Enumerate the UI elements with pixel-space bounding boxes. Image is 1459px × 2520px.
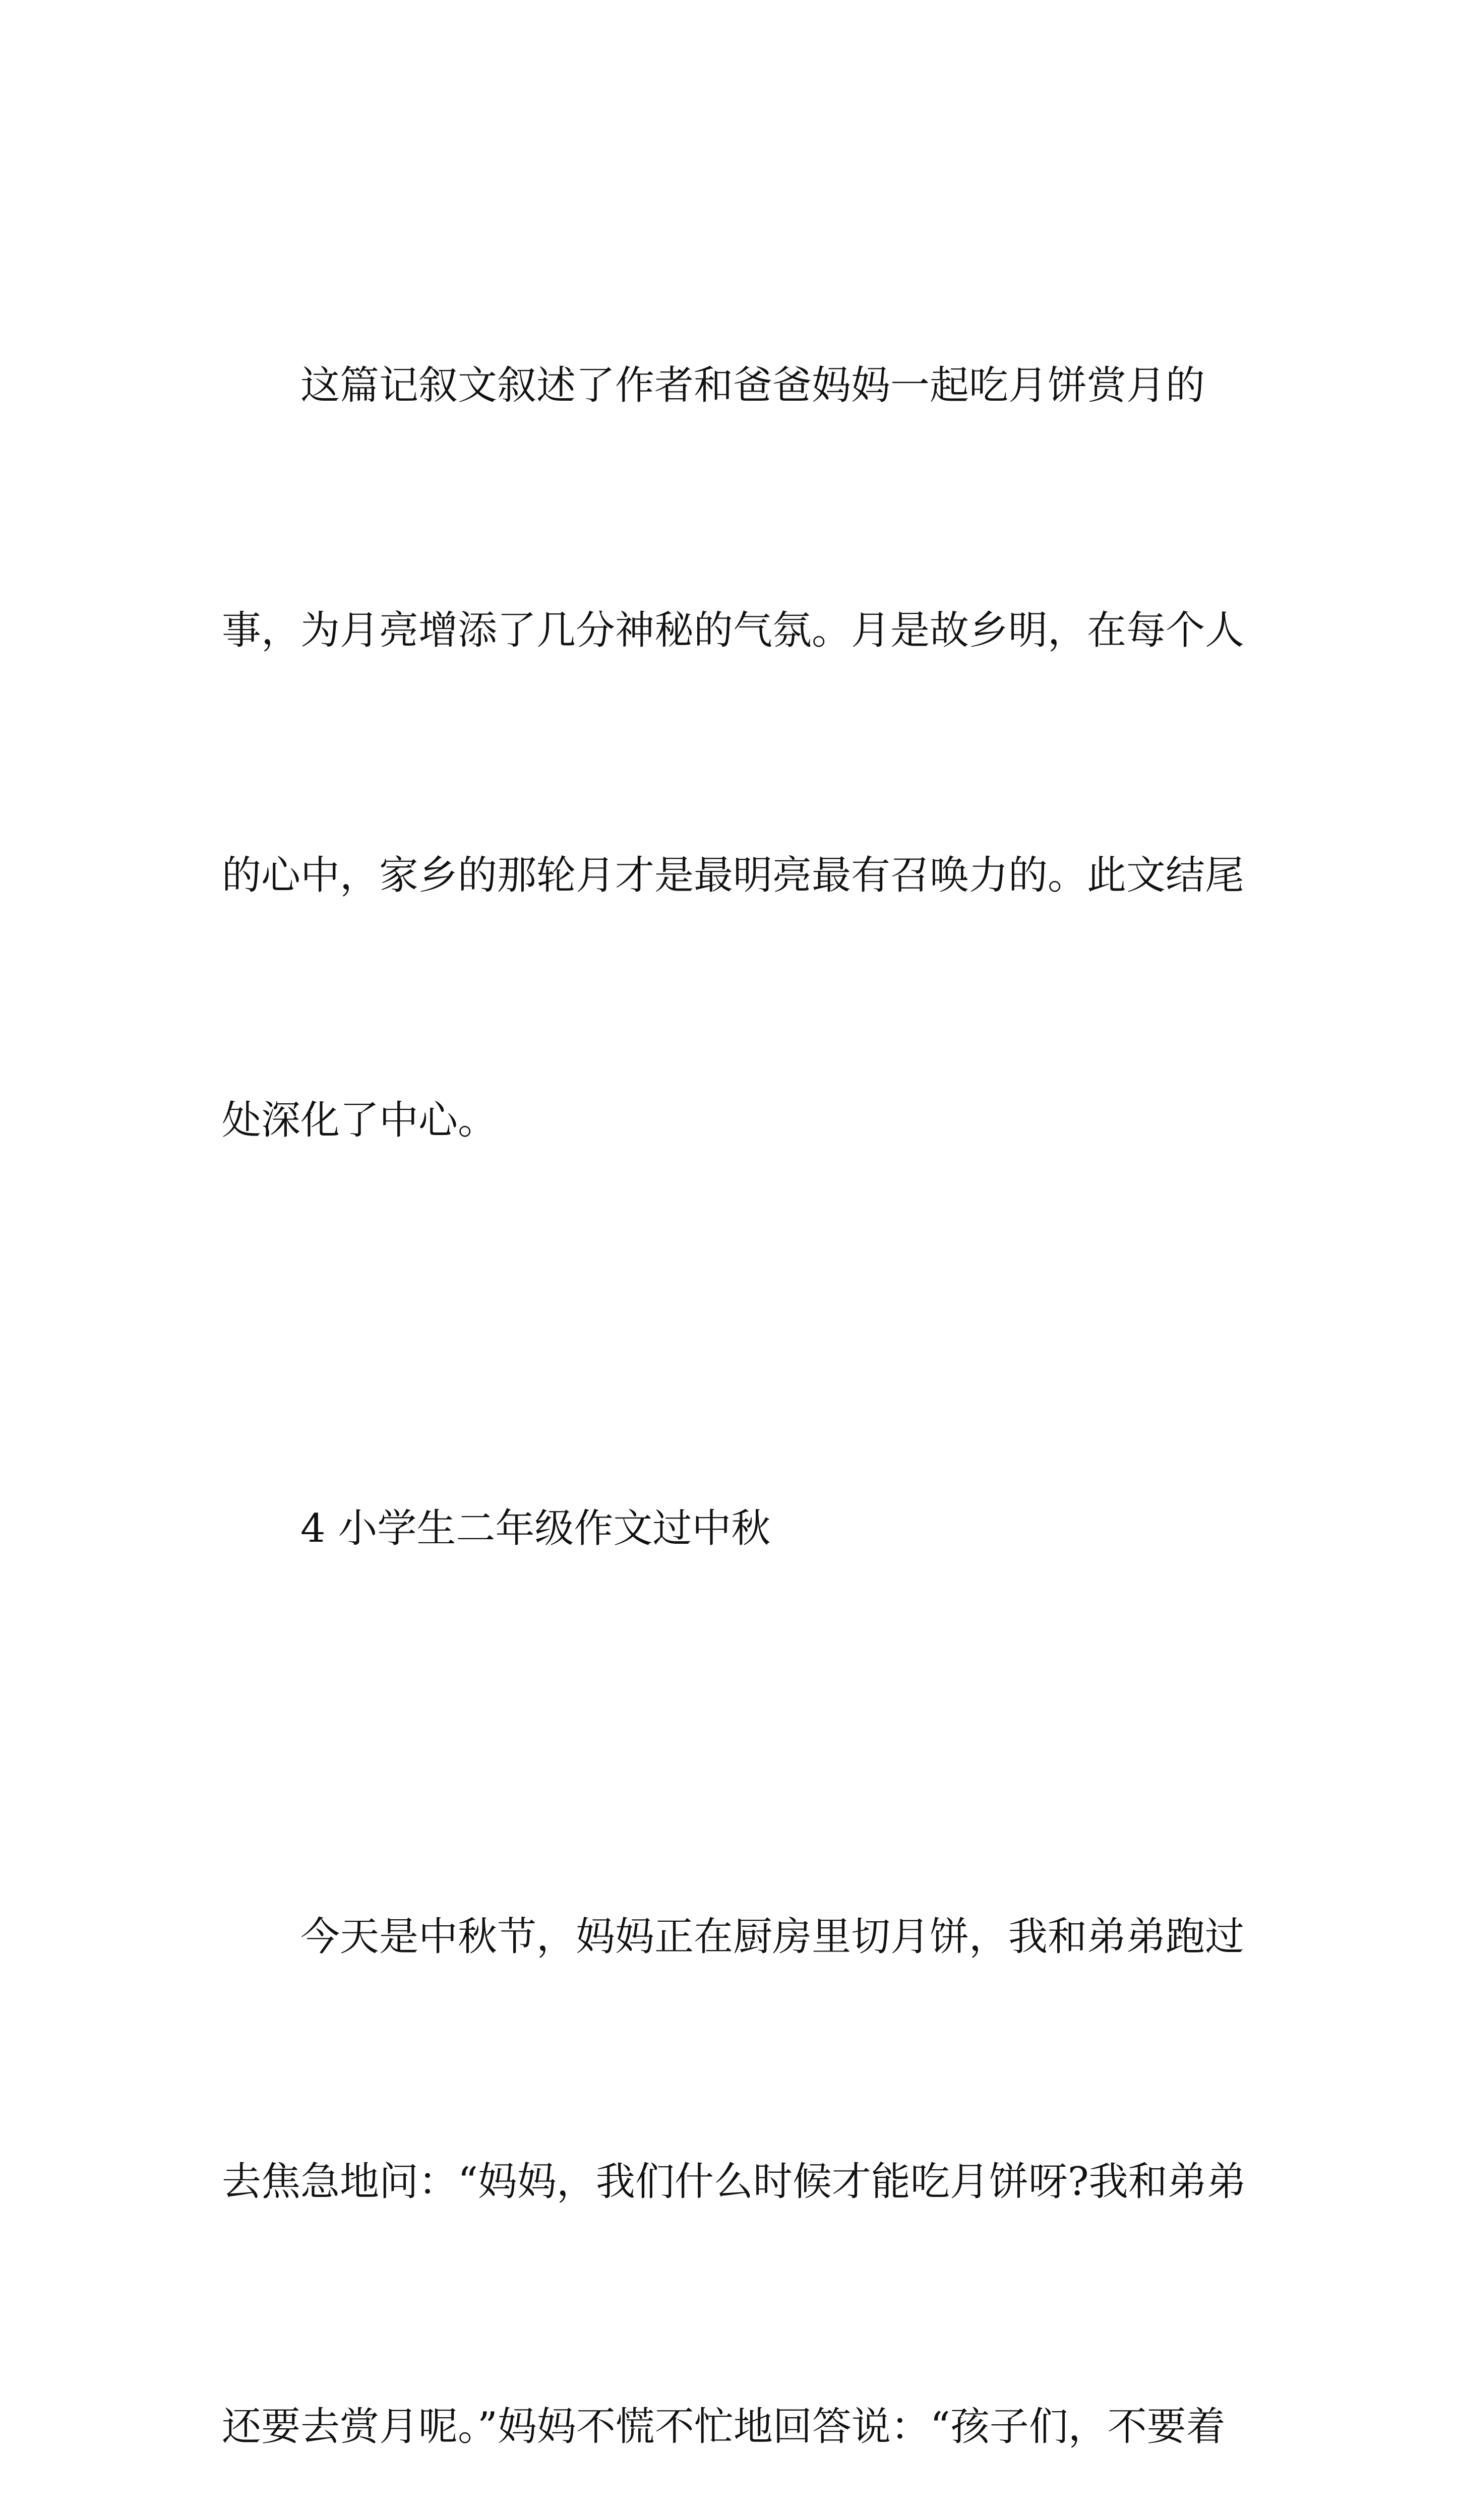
text-line: 处深化了中心。 — [222, 1098, 498, 1143]
text-line: 还要去赏月呢。”妈妈不慌不忙地回答说：“孩子们，不要着 — [222, 2404, 1226, 2449]
paragraph-commentary — [222, 181, 1265, 1325]
heading-line: 4 小学生二年级作文过中秋 — [222, 1506, 771, 1551]
text-line: 去焦急地问：“妈妈，我们什么时候才能吃月饼呀?我和弟弟 — [222, 2159, 1246, 2204]
paragraph-story-1 — [222, 1733, 1265, 2520]
text-line: 事，为月亮增添了几分神秘的气氛。月是故乡明，在每个人 — [222, 608, 1245, 653]
text-line: 这篇记叙文叙述了作者和爸爸妈妈一起吃月饼赏月的 — [222, 363, 1205, 408]
section-heading — [222, 1325, 1265, 1733]
text-line: 的心中，家乡的那轮月才是最明亮最有召唤力的。此文结尾 — [222, 853, 1245, 898]
text-line: 今天是中秋节，妈妈正在厨房里切月饼，我和弟弟跑过 — [222, 1914, 1245, 1960]
document-page — [222, 181, 1265, 2520]
